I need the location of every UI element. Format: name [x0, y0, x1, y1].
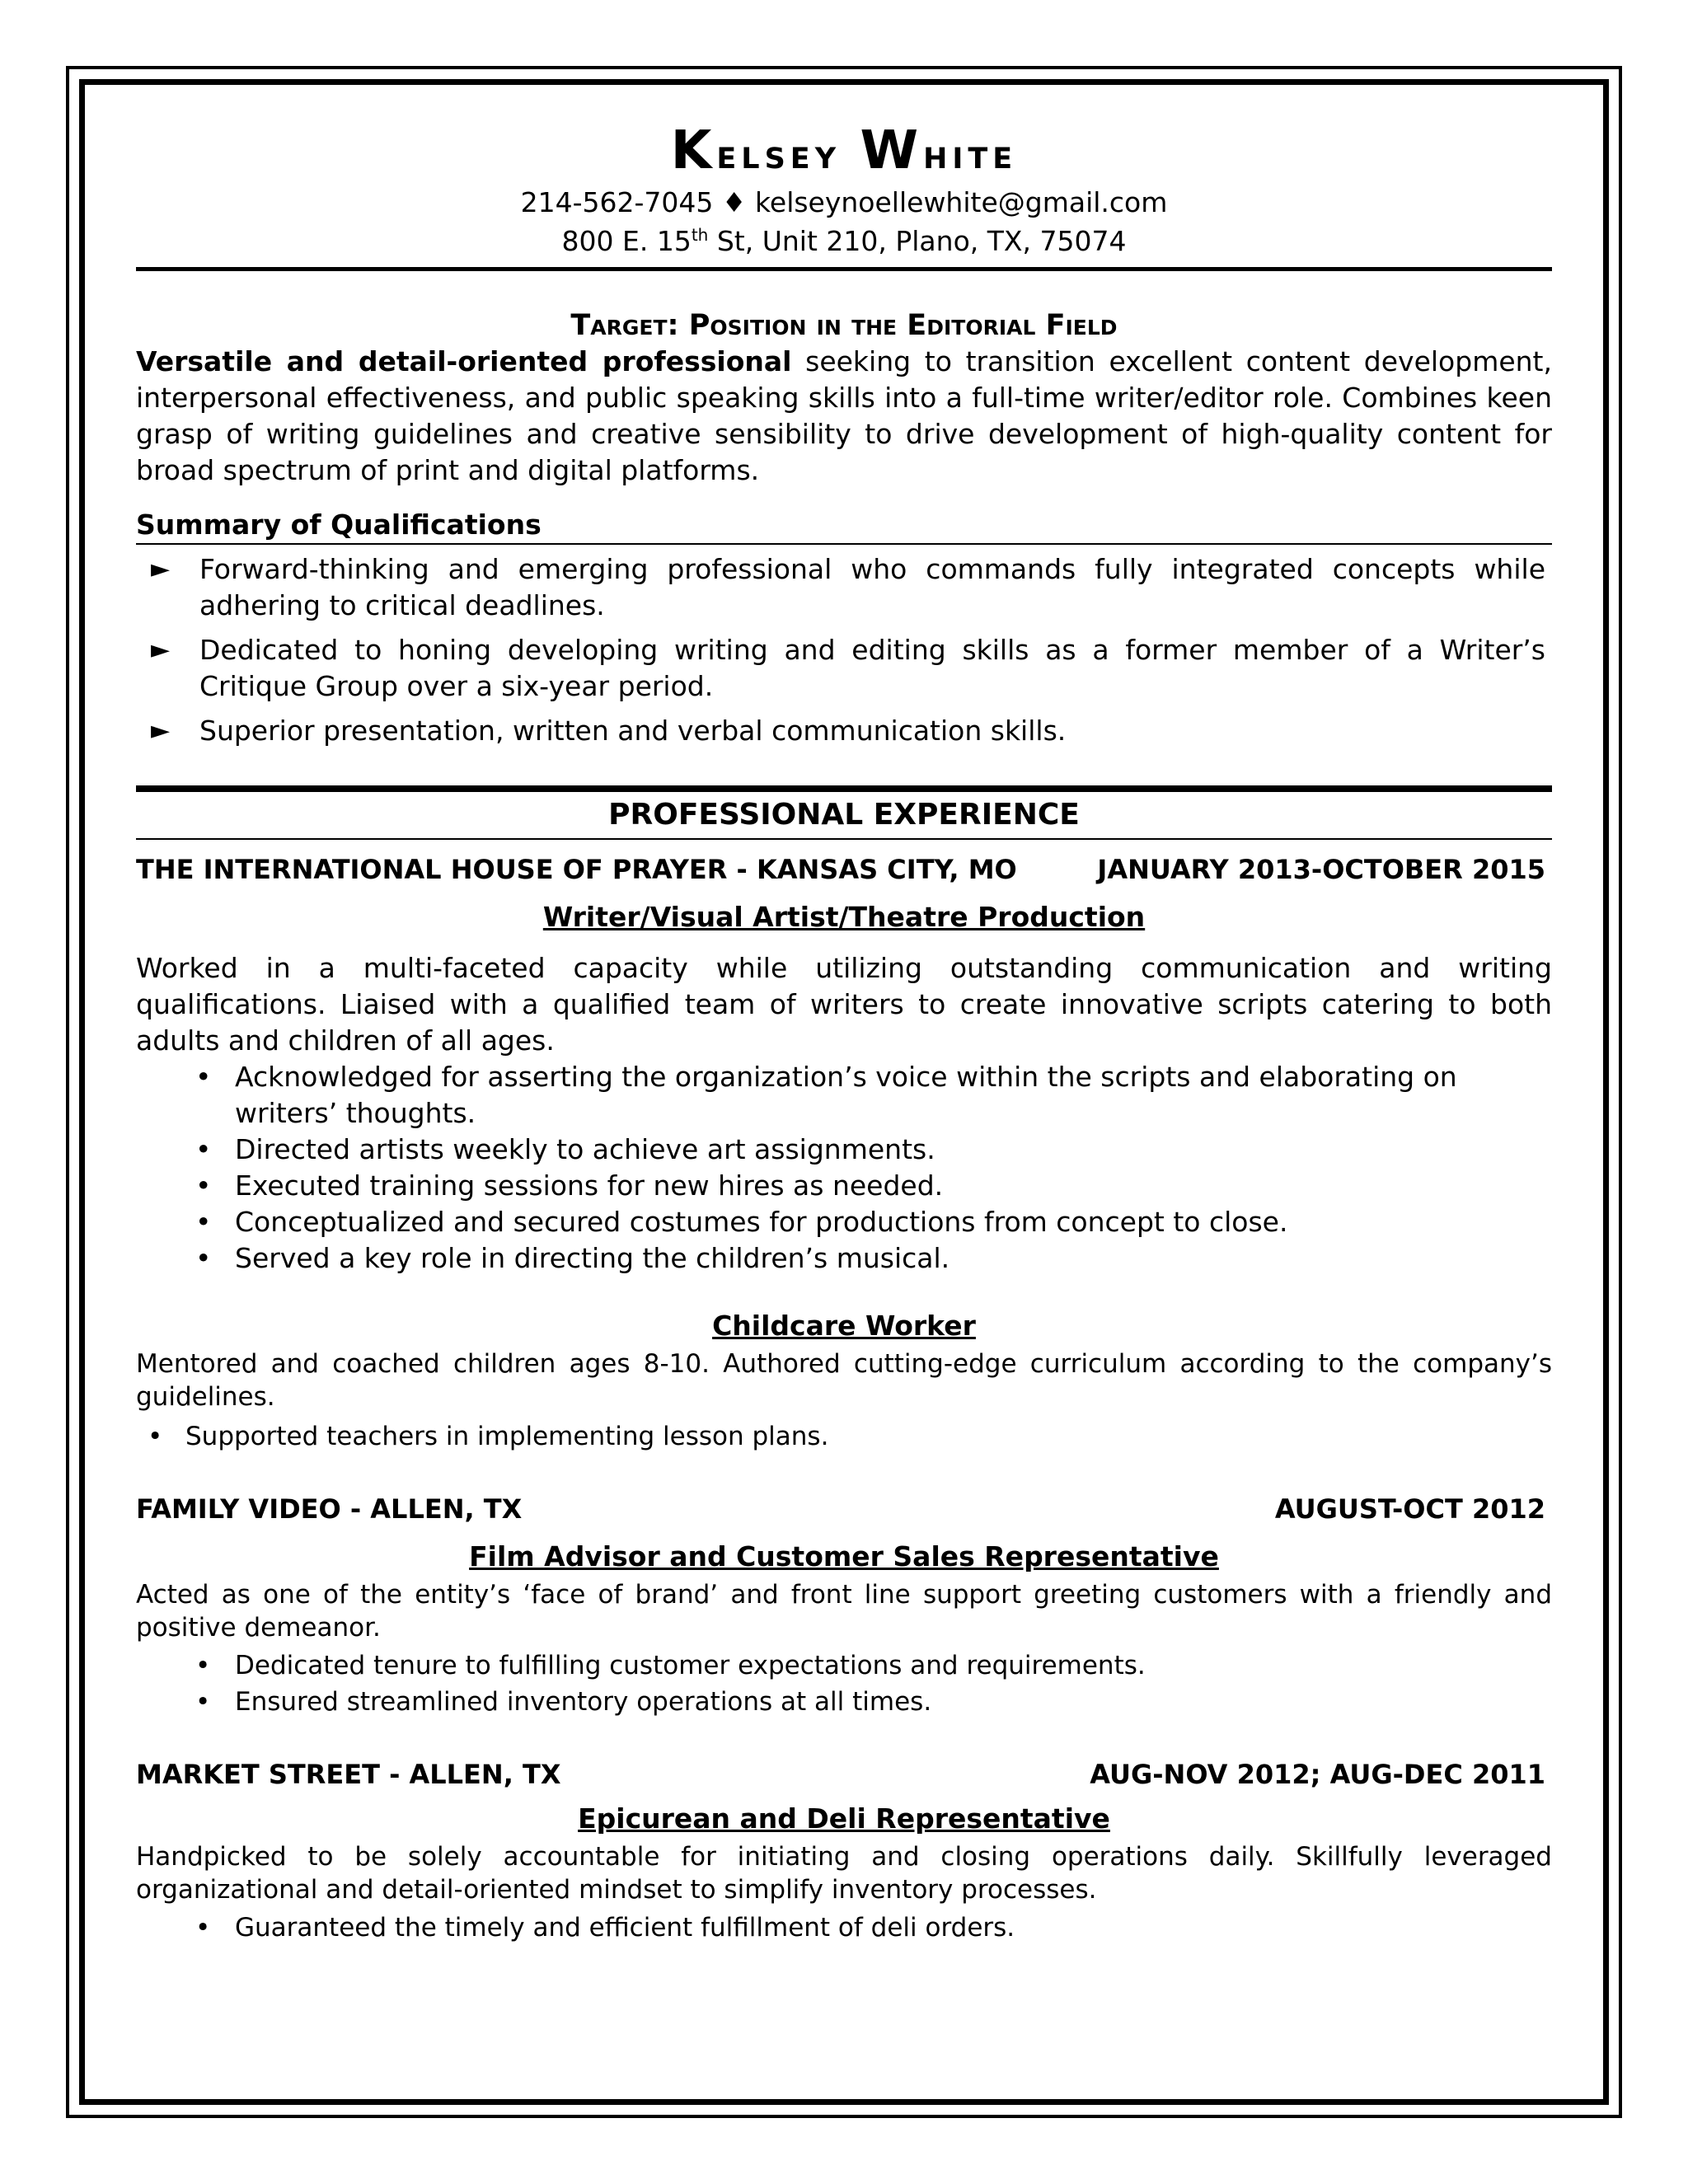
job-header [136, 851, 1552, 888]
list-item: • Acknowledged for asserting the organization’s voice within the scripts and elaborating on writers’ thoughts. [195, 1061, 1457, 1129]
arrow-right-icon: ► [151, 716, 171, 745]
address-line: 800 E. 15th St, Unit 210, Plano, TX, 75074 [561, 225, 1127, 257]
bullet-icon: • [195, 1651, 211, 1680]
job-role: Childcare Worker [712, 1310, 976, 1342]
list-item: • Conceptualized and secured costumes for productions from concept to close. [136, 1204, 1552, 1240]
bullet-icon: • [195, 1206, 212, 1238]
job-dates: AUG-NOV 2012; AUG-DEC 2011 [1090, 1759, 1545, 1790]
bullet-icon: • [195, 1169, 212, 1202]
list-item: ► Forward-thinking and emerging professional who commands fully integrated concepts while adhering to critical deadlines. [151, 553, 1545, 621]
target-summary: Versatile and detail-oriented professional seeking to transition excellent content development, interpersonal effectiveness, and public speaking skills into a full-time writer/editor role. Combines keen grasp of writing guidelines and creative sensibility to drive development of high-quality content for broad spectrum of print and digital platforms. [136, 345, 1552, 486]
job-bullets [136, 1910, 1552, 1946]
candidate-name: Kelsey White [670, 120, 1018, 181]
job-bullets [136, 1647, 1552, 1720]
job-role: Film Advisor and Customer Sales Representative [469, 1540, 1219, 1572]
list-item: • Ensured streamlined inventory operations at all times. [136, 1684, 1552, 1720]
experience-divider-top [136, 785, 1552, 792]
job-bullets [136, 1059, 1552, 1277]
job-description: Mentored and coached children ages 8-10. Authored cutting-edge curriculum according to the company’s guidelines. [136, 1349, 1552, 1412]
job-role: Writer/Visual Artist/Theatre Production [542, 901, 1146, 933]
job-dates: AUGUST-OCT 2012 [1274, 1493, 1545, 1525]
header-divider [136, 267, 1552, 271]
job-header [136, 1756, 1552, 1793]
job-description: Handpicked to be solely accountable for initiating and closing operations daily. Skillfully leveraged organizational and detail-oriented mindset to simplify inventory processes. [136, 1842, 1552, 1905]
summary-heading: Summary of Qualifications [136, 509, 542, 541]
employer: THE INTERNATIONAL HOUSE OF PRAYER - KANSAS CITY, MO [136, 854, 1017, 885]
list-item: • Served a key role in directing the children’s musical. [136, 1240, 1552, 1277]
experience-heading: PROFESSIONAL EXPERIENCE [608, 798, 1080, 832]
contact-line: 214-562-7045 ♦ kelseynoellewhite@gmail.com [520, 186, 1168, 218]
experience-divider-bottom [136, 838, 1552, 840]
arrow-right-icon: ► [151, 635, 171, 664]
job-role: Epicurean and Deli Representative [578, 1802, 1110, 1835]
list-item: • Executed training sessions for new hires as needed. [136, 1168, 1552, 1204]
list-item: • Guaranteed the timely and efficient fulfillment of deli orders. [136, 1910, 1552, 1946]
list-item: • Directed artists weekly to achieve art assignments. [136, 1132, 1552, 1168]
employer: MARKET STREET - ALLEN, TX [136, 1759, 561, 1790]
list-item: ► Superior presentation, written and verbal communication skills. [136, 713, 1552, 749]
summary-divider [136, 543, 1552, 545]
list-item: ► Dedicated to honing developing writing and editing skills as a former member of a Writer’s Critique Group over a six-year period. [151, 634, 1545, 702]
summary-list [136, 551, 1552, 749]
resume [136, 115, 1552, 1946]
job-description: Worked in a multi-faceted capacity while utilizing outstanding communication and writing qualifications. Liaised with a qualified team of writers to create innovative scripts catering to both adults and children of all ages. [136, 952, 1552, 1057]
arrow-right-icon: ► [151, 555, 171, 583]
job-bullets [136, 1418, 1552, 1455]
bullet-icon: • [148, 1422, 163, 1451]
job-dates: JANUARY 2013-OCTOBER 2015 [1097, 854, 1545, 885]
bullet-icon: • [195, 1133, 212, 1165]
employer: FAMILY VIDEO - ALLEN, TX [136, 1493, 523, 1525]
bullet-icon: • [195, 1687, 211, 1717]
bullet-icon: • [195, 1913, 211, 1943]
job-header [136, 1491, 1552, 1527]
list-item: • Dedicated tenure to fulfilling customer expectations and requirements. [136, 1647, 1552, 1684]
bullet-icon: • [195, 1061, 212, 1093]
list-item: • Supported teachers in implementing lesson plans. [136, 1418, 1552, 1455]
job-description: Acted as one of the entity’s ‘face of brand’ and front line support greeting customers with a friendly and positive demeanor. [136, 1580, 1552, 1643]
target-heading: Target: Position in the Editorial Field [570, 309, 1118, 342]
bullet-icon: • [195, 1242, 212, 1274]
